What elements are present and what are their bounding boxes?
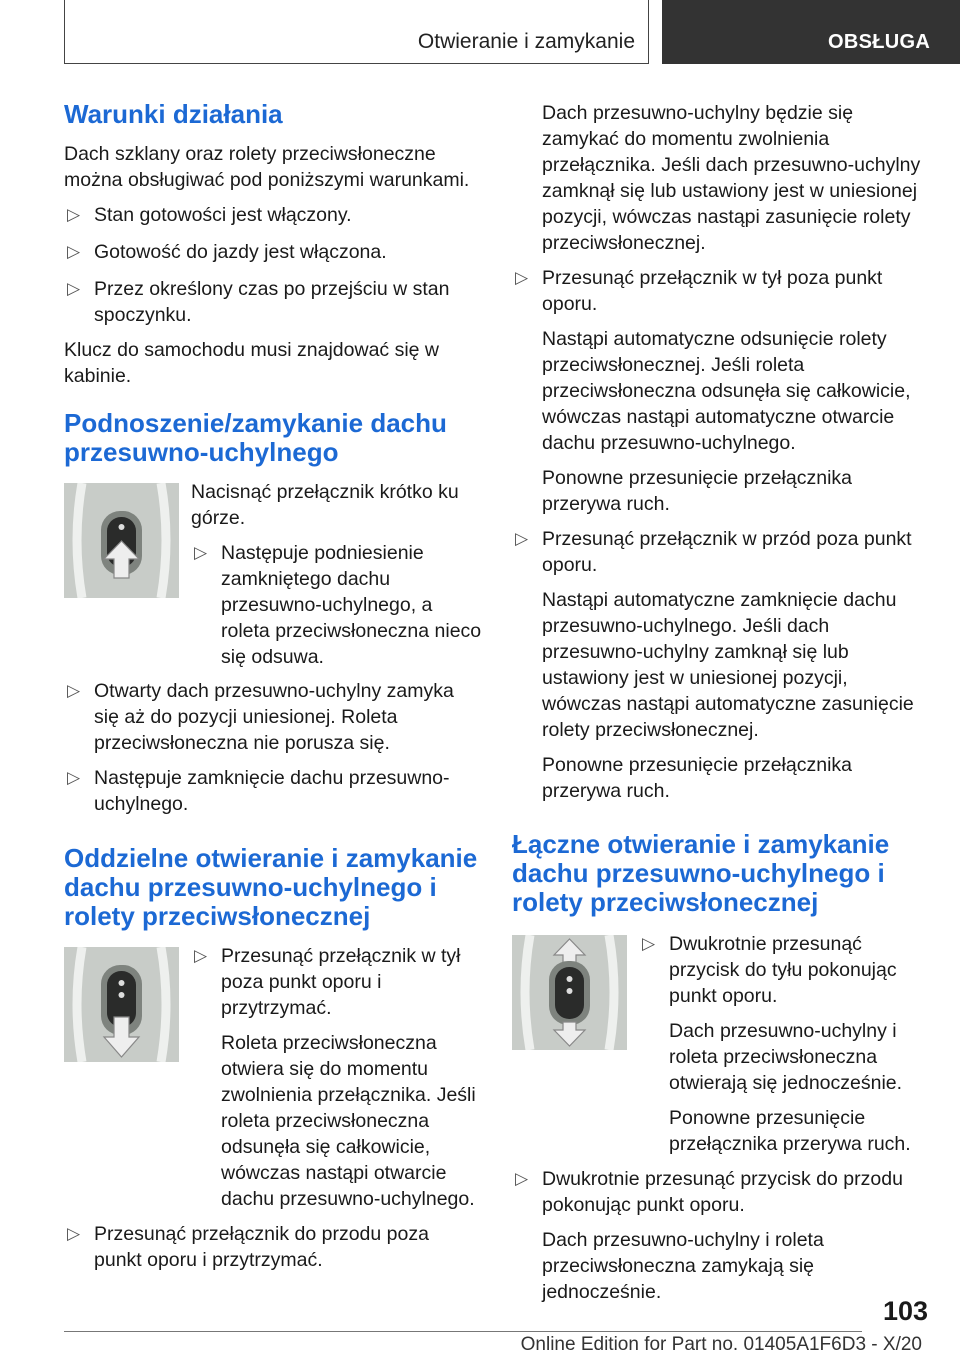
list-item: ▷ Dwukrotnie przesunąć przycisk do przodu pokonując punkt oporu.: [515, 1168, 903, 1216]
paragraph: Ponowne przesunięcie przełącznika przerywa ruch.: [542, 754, 853, 802]
paragraph: Ponowne przesunięcie przełącznika przerywa ruch.: [669, 1107, 911, 1155]
paragraph: Klucz do samochodu musi znajdować się w kabinie.: [64, 339, 440, 387]
list-item: ▷ Przesunąć przełącznik do przodu poza punkt oporu i przytrzymać.: [67, 1223, 429, 1271]
triangle-bullet-icon: ▷: [515, 268, 529, 287]
figure-side-text: [191, 943, 482, 1212]
list-item: ▷ Dwukrotnie przesunąć przycisk do tyłu pokonując punkt oporu.: [642, 933, 897, 1007]
triangle-bullet-icon: ▷: [194, 543, 208, 562]
triangle-bullet-icon: ▷: [194, 946, 208, 965]
figure-side-text: Nacisnąć przełącznik krótko ku górze. ▷ Następuje podniesienie zamkniętego dachu przesuwno-uchylnego, a roleta przeciwsłoneczna nieco się odsuwa.: [191, 481, 482, 668]
figure-block: [64, 943, 482, 1212]
triangle-bullet-icon: ▷: [515, 529, 529, 548]
switch-back-image: [64, 947, 179, 1062]
list-item: ▷ Przesunąć przełącznik w tył poza punkt oporu i przytrzymać.: [194, 945, 461, 1019]
heading-oddzielne: Oddzielne otwieranie i zamykanie dachu przesuwno-uchylnego i rolety przeciwsłonecznej: [64, 843, 478, 931]
list-item: ▷ Następuje zamknięcie dachu przesuwno-uchylnego.: [67, 767, 450, 815]
switch-up-image: [64, 483, 179, 598]
triangle-bullet-icon: ▷: [67, 768, 81, 787]
figure-block: [64, 479, 482, 670]
right-column: [512, 100, 932, 1305]
figure-block: [512, 931, 932, 1157]
triangle-bullet-icon: ▷: [67, 279, 81, 298]
list-item: ▷ Następuje podniesienie zamkniętego dachu przesuwno-uchylnego, a roleta przeciwsłoneczna nieco się odsuwa.: [194, 542, 482, 668]
paragraph: Ponowne przesunięcie przełącznika przerywa ruch.: [542, 467, 853, 515]
triangle-bullet-icon: ▷: [67, 205, 81, 224]
footer-rule: [64, 1331, 862, 1332]
paragraph: Roleta przeciwsłoneczna otwiera się do momentu zwolnienia przełącznika. Jeśli roleta przeciwsłoneczna odsunęła się całkowicie, wówczas nastąpi otwarcie dachu przesuwno-uchylnego.: [221, 1032, 476, 1210]
list-item: ▷ Otwarty dach przesuwno-uchylny zamyka się aż do pozycji uniesionej. Roleta przeciwsłoneczna nie porusza się.: [67, 680, 454, 754]
paragraph: Dach przesuwno-uchylny i roleta przeciwsłoneczna zamykają się jednocześnie.: [542, 1229, 824, 1303]
list-item: ▷ Przesunąć przełącznik w tył poza punkt oporu.: [515, 267, 883, 315]
triangle-bullet-icon: ▷: [67, 1224, 81, 1243]
list-item: ▷ Stan gotowości jest włączony.: [67, 204, 352, 226]
triangle-bullet-icon: ▷: [67, 242, 81, 261]
page-number: 103: [882, 1296, 928, 1326]
paragraph: Nastąpi automatyczne odsunięcie rolety przeciwsłonecznej. Jeśli roleta przeciwsłoneczna odsunęła się całkowicie, wówczas nastąpi automatyczne otwarcie dachu przesuwno-uchylnego.: [542, 328, 911, 454]
list-item: ▷ Gotowość do jazdy jest włączona.: [67, 241, 387, 263]
paragraph: Dach przesuwno-uchylny będzie się zamykać do momentu zwolnienia przełącznika. Jeśli dach przesuwno-uchylny zamknął się lub ustawiony jest w uniesionej pozycji, wówczas nastąpi zasunięcie rolety przeciwsłonecznej.: [542, 102, 921, 254]
left-column: [64, 100, 482, 1273]
triangle-bullet-icon: ▷: [67, 681, 81, 700]
header-section-title: Otwieranie i zamykanie: [417, 30, 635, 53]
paragraph: Dach przesuwno-uchylny i roleta przeciwsłoneczna otwierają się jednocześnie.: [669, 1020, 903, 1094]
list-item: ▷ Przez określony czas po przejściu w stan spoczynku.: [67, 278, 450, 326]
heading-podnoszenie: Podnoszenie/zamykanie dachu przesuwno-uchylnego: [64, 408, 447, 467]
header-chapter-tab: OBSŁUGA: [662, 0, 960, 64]
footer-text: Online Edition for Part no. 01405A1F6D3 - X/20: [520, 1334, 922, 1355]
paragraph: Nastąpi automatyczne zamknięcie dachu przesuwno-uchylnego. Jeśli dach przesuwno-uchylny zamknął się lub ustawiony jest w uniesionej pozycji, wówczas nastąpi automatyczne zasunięcie rolety przeciwsłonecznej.: [542, 589, 914, 741]
triangle-bullet-icon: ▷: [515, 1169, 529, 1188]
list-item: ▷ Przesunąć przełącznik w przód poza punkt oporu.: [515, 528, 912, 576]
paragraph: Dach szklany oraz rolety przeciwsłoneczne można obsługiwać pod poniższymi warunkami.: [64, 143, 470, 191]
figure-side-text: [639, 931, 932, 1157]
triangle-bullet-icon: ▷: [642, 934, 656, 953]
heading-laczne: Łączne otwieranie i zamykanie dachu przesuwno-uchylnego i rolety przeciwsłonecznej: [512, 829, 890, 917]
switch-double-image: [512, 935, 627, 1050]
heading-warunki: Warunki działania: [64, 99, 283, 129]
